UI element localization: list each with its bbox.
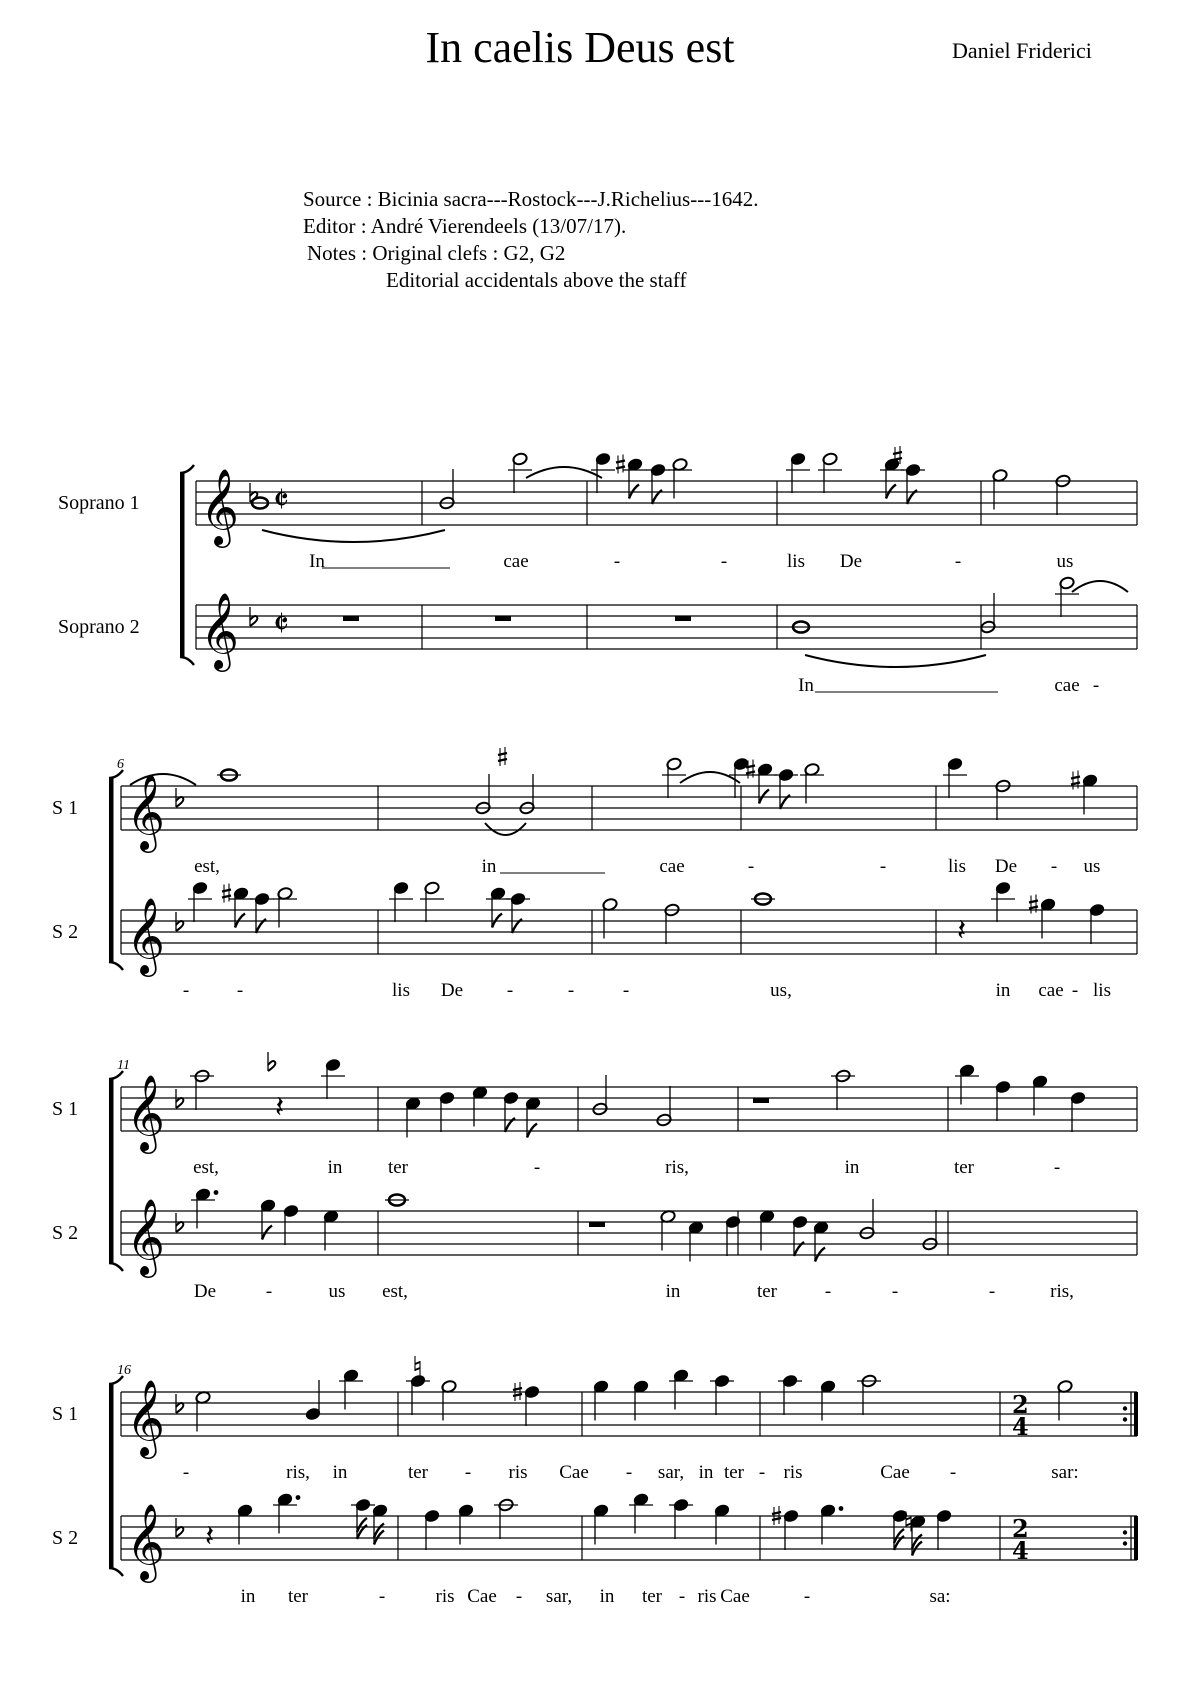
note bbox=[792, 1215, 808, 1256]
lyric-syllable: De bbox=[440, 980, 464, 1001]
lyric-syllable: De bbox=[994, 856, 1018, 877]
sharp-line bbox=[746, 766, 755, 768]
lyric-syllable: lis bbox=[1093, 980, 1111, 1001]
note bbox=[420, 881, 444, 922]
bracket-hook bbox=[180, 465, 194, 473]
flat-bowl bbox=[268, 1061, 275, 1071]
sharp-line bbox=[498, 753, 507, 755]
lyric-syllable: in bbox=[698, 1462, 714, 1483]
lyric-syllable: lis bbox=[948, 856, 966, 877]
lyric-syllable: sar: bbox=[1051, 1462, 1079, 1483]
lyric-syllable: sar, bbox=[545, 1586, 573, 1607]
lyric-syllable: in bbox=[481, 856, 497, 877]
note bbox=[901, 463, 925, 504]
lyric-syllable: sa: bbox=[929, 1586, 951, 1607]
whole-rest-icon bbox=[495, 616, 511, 621]
lyric-syllable: - bbox=[236, 980, 244, 1001]
whole-rest-icon bbox=[675, 616, 691, 621]
lyric-syllable: ris bbox=[435, 1586, 455, 1607]
note bbox=[1070, 1091, 1086, 1132]
treble-clef-icon: 𝄞 bbox=[126, 1198, 166, 1275]
note bbox=[385, 1195, 409, 1206]
note bbox=[859, 1199, 875, 1240]
sharp-line bbox=[893, 458, 902, 460]
measure-number: 11 bbox=[117, 1058, 130, 1073]
sharp-line bbox=[222, 890, 231, 892]
sharp-line bbox=[513, 1388, 522, 1390]
part-name: S 2 bbox=[52, 1527, 79, 1549]
lyric-syllable: ris, bbox=[665, 1157, 689, 1178]
part-name: S 1 bbox=[52, 797, 79, 819]
treble-clef-icon: 𝄞 bbox=[126, 1503, 166, 1580]
lyric-syllable: in bbox=[240, 1586, 256, 1607]
sharp-line bbox=[893, 452, 902, 454]
lyric-syllable: Cae bbox=[559, 1462, 589, 1483]
lyric-syllable: - bbox=[378, 1586, 386, 1607]
sharp-line bbox=[1029, 901, 1038, 903]
note bbox=[1089, 903, 1105, 944]
lyric-syllable: - bbox=[567, 980, 575, 1001]
note bbox=[592, 1075, 608, 1116]
bracket-hook bbox=[109, 962, 123, 970]
sharp-line bbox=[616, 467, 625, 469]
lyric-syllable: in bbox=[327, 1157, 343, 1178]
natural-line bbox=[415, 1368, 420, 1370]
lyric-syllable: lis bbox=[392, 980, 410, 1001]
measure-number: 16 bbox=[117, 1363, 131, 1378]
sharp-line bbox=[772, 1518, 781, 1520]
sharp-line bbox=[222, 896, 231, 898]
lyric-syllable: - bbox=[803, 1586, 811, 1607]
note bbox=[995, 779, 1011, 820]
part-name: Soprano 1 bbox=[58, 492, 140, 514]
lyric-syllable: In bbox=[798, 675, 814, 696]
lyric-syllable: ter bbox=[953, 1157, 975, 1178]
time-signature-denominator: 4 bbox=[1012, 1536, 1029, 1565]
flat-bowl bbox=[176, 1222, 183, 1232]
lyric-syllable: - bbox=[988, 1281, 996, 1302]
note bbox=[662, 757, 686, 798]
tie bbox=[680, 772, 740, 783]
note bbox=[439, 1091, 455, 1132]
natural-icon bbox=[415, 1356, 420, 1376]
sharp-line bbox=[513, 1394, 522, 1396]
repeat-dot bbox=[1123, 1417, 1127, 1421]
note bbox=[591, 452, 615, 493]
note bbox=[519, 774, 535, 815]
note bbox=[646, 463, 670, 504]
repeat-dot bbox=[1123, 1530, 1127, 1534]
tie bbox=[805, 655, 986, 667]
lyric-syllable: est, bbox=[382, 1281, 408, 1302]
treble-clef-icon: 𝄞 bbox=[126, 773, 166, 850]
cut-time-icon: 𝄵 bbox=[273, 480, 290, 521]
treble-clef-icon: 𝄞 bbox=[126, 1074, 166, 1151]
time-signature-denominator: 4 bbox=[1012, 1412, 1029, 1441]
system-bracket bbox=[109, 1384, 114, 1568]
note bbox=[857, 1374, 881, 1415]
sharp-icon bbox=[498, 747, 507, 766]
lyric-syllable: us bbox=[328, 1281, 346, 1302]
natural-line bbox=[906, 1518, 911, 1520]
note bbox=[305, 1380, 321, 1421]
lyric-syllable: in bbox=[332, 1462, 348, 1483]
lyric-syllable: - bbox=[464, 1462, 472, 1483]
sharp-line bbox=[1029, 907, 1038, 909]
lyric-syllable: - bbox=[515, 1586, 523, 1607]
part-name: S 1 bbox=[52, 1098, 79, 1120]
lyric-syllable: - bbox=[824, 1281, 832, 1302]
note bbox=[831, 1069, 855, 1110]
sharp-line bbox=[1071, 783, 1080, 785]
lyric-syllable: ris bbox=[508, 1462, 528, 1483]
note bbox=[669, 1498, 693, 1539]
lyric-syllable: Cae bbox=[467, 1586, 497, 1607]
system-bracket bbox=[109, 1079, 114, 1263]
lyric-syllable: ter bbox=[723, 1462, 745, 1483]
lyric-syllable: Cae bbox=[880, 1462, 910, 1483]
note bbox=[424, 1509, 440, 1550]
bracket-hook bbox=[109, 1568, 123, 1576]
treble-clef-icon: 𝄞 bbox=[200, 592, 240, 669]
lyric-syllable: est, bbox=[194, 856, 220, 877]
note bbox=[283, 1204, 299, 1245]
lyric-syllable: - bbox=[182, 980, 190, 1001]
quarter-rest-icon: 𝄽 bbox=[275, 1090, 285, 1125]
note bbox=[389, 881, 413, 922]
repeat-dot bbox=[1123, 1541, 1127, 1545]
note bbox=[936, 1509, 952, 1550]
lyric-syllable: lis bbox=[787, 551, 805, 572]
note bbox=[818, 452, 842, 493]
composer-name: Daniel Friderici bbox=[952, 38, 1092, 63]
lyric-syllable: - bbox=[879, 856, 887, 877]
system-bracket bbox=[180, 473, 185, 657]
lyric-syllable: ter bbox=[387, 1157, 409, 1178]
flat-bowl bbox=[176, 1403, 183, 1413]
tie bbox=[526, 467, 602, 478]
note bbox=[190, 1069, 214, 1110]
lyric-syllable: est, bbox=[193, 1157, 219, 1178]
sharp-icon bbox=[616, 455, 625, 474]
sharp-icon bbox=[222, 884, 231, 903]
lyric-syllable: in bbox=[665, 1281, 681, 1302]
lyric-syllable: - bbox=[1092, 675, 1100, 696]
lyric-syllable: - bbox=[625, 1462, 633, 1483]
note bbox=[751, 894, 775, 905]
note bbox=[995, 1080, 1011, 1121]
note bbox=[439, 469, 455, 510]
flat-bowl bbox=[176, 921, 183, 931]
note bbox=[778, 1374, 802, 1415]
lyric-syllable: cae bbox=[1038, 980, 1064, 1001]
note bbox=[506, 892, 530, 933]
sharp-line bbox=[498, 759, 507, 761]
note bbox=[508, 452, 532, 493]
note bbox=[250, 892, 274, 933]
notes-line: Notes : Original clefs : G2, G2 bbox=[307, 241, 566, 265]
sharp-icon bbox=[1029, 895, 1038, 914]
lyric-syllable: ris, bbox=[286, 1462, 310, 1483]
note bbox=[1055, 474, 1071, 515]
lyric-syllable: us, bbox=[770, 980, 792, 1001]
final-barline bbox=[1134, 1516, 1138, 1560]
lyric-syllable: ris, bbox=[1050, 1281, 1074, 1302]
lyric-syllable: cae bbox=[503, 551, 529, 572]
score-title: In caelis Deus est bbox=[425, 23, 735, 72]
lyric-syllable: ter bbox=[407, 1462, 429, 1483]
lyric-syllable: in bbox=[844, 1157, 860, 1178]
part-name: S 2 bbox=[52, 921, 79, 943]
editor-line: Editor : André Vierendeels (13/07/17). bbox=[303, 214, 627, 238]
quarter-rest-icon: 𝄽 bbox=[205, 1519, 215, 1554]
lyric-syllable: sar, bbox=[657, 1462, 685, 1483]
note bbox=[494, 1498, 518, 1539]
lyric-syllable: cae bbox=[1054, 675, 1080, 696]
lyric-syllable: - bbox=[1053, 1157, 1061, 1178]
natural-line bbox=[906, 1524, 911, 1526]
note bbox=[710, 1374, 734, 1415]
bracket-hook bbox=[180, 657, 194, 665]
repeat-dot bbox=[1123, 1406, 1127, 1410]
treble-clef-icon: 𝄞 bbox=[126, 1379, 166, 1456]
tie bbox=[262, 530, 445, 542]
treble-clef-icon: 𝄞 bbox=[200, 468, 240, 545]
note bbox=[188, 881, 212, 922]
source-line: Source : Bicinia sacra---Rostock---J.Richelius---1642. bbox=[303, 187, 759, 211]
sharp-icon bbox=[1071, 771, 1080, 790]
whole-rest-icon bbox=[589, 1222, 605, 1227]
flat-icon bbox=[268, 1052, 275, 1071]
whole-rest-icon bbox=[343, 616, 359, 621]
lyric-syllable: - bbox=[265, 1281, 273, 1302]
note bbox=[783, 1509, 799, 1550]
note bbox=[524, 1385, 540, 1426]
lyric-syllable: - bbox=[1071, 980, 1079, 1001]
lyric-syllable: - bbox=[891, 1281, 899, 1302]
dot bbox=[839, 1506, 844, 1511]
note bbox=[503, 1091, 519, 1132]
note bbox=[406, 1374, 430, 1415]
lyric-syllable: - bbox=[613, 551, 621, 572]
sharp-line bbox=[746, 772, 755, 774]
note bbox=[786, 452, 810, 493]
lyric-syllable: in bbox=[599, 1586, 615, 1607]
flat-bowl bbox=[176, 1098, 183, 1108]
lyric-syllable: - bbox=[747, 856, 755, 877]
flat-bowl bbox=[176, 797, 183, 807]
sharp-line bbox=[616, 461, 625, 463]
time-signature-numerator: 2 bbox=[1012, 1390, 1029, 1419]
tie bbox=[1072, 581, 1128, 592]
final-barline bbox=[1134, 1392, 1138, 1436]
part-name: S 2 bbox=[52, 1222, 79, 1244]
part-name: S 1 bbox=[52, 1403, 79, 1425]
part-name: Soprano 2 bbox=[58, 616, 140, 638]
note bbox=[321, 1058, 345, 1099]
lyric-syllable: - bbox=[758, 1462, 766, 1483]
lyric-syllable: cae bbox=[659, 856, 685, 877]
lyric-syllable: ter bbox=[287, 1586, 309, 1607]
measure-number: 6 bbox=[117, 757, 124, 772]
natural-line bbox=[415, 1362, 420, 1364]
lyric-syllable: - bbox=[949, 1462, 957, 1483]
lyric-syllable: De bbox=[839, 551, 863, 572]
note bbox=[217, 770, 241, 781]
lyric-syllable: in bbox=[995, 980, 1011, 1001]
lyric-syllable: Cae bbox=[720, 1586, 750, 1607]
note bbox=[351, 1498, 375, 1539]
lyric-syllable: - bbox=[182, 1462, 190, 1483]
note bbox=[922, 1210, 938, 1251]
lyric-syllable: us bbox=[1056, 551, 1074, 572]
lyric-syllable: us bbox=[1083, 856, 1101, 877]
flat-bowl bbox=[250, 616, 257, 626]
lyric-syllable: - bbox=[533, 1157, 541, 1178]
lyric-syllable: - bbox=[622, 980, 630, 1001]
note bbox=[475, 774, 491, 815]
note bbox=[656, 1086, 672, 1127]
note bbox=[943, 757, 967, 798]
lyric-syllable: - bbox=[954, 551, 962, 572]
notes-line-2: Editorial accidentals above the staff bbox=[386, 268, 687, 292]
time-signature-numerator: 2 bbox=[1012, 1514, 1029, 1543]
lyric-syllable: ter bbox=[756, 1281, 778, 1302]
note bbox=[664, 903, 680, 944]
flat-bowl bbox=[176, 1527, 183, 1537]
tie bbox=[485, 823, 526, 835]
lyric-syllable: - bbox=[506, 980, 514, 1001]
note bbox=[774, 768, 798, 809]
note bbox=[1055, 576, 1079, 617]
note bbox=[980, 593, 996, 634]
note bbox=[991, 881, 1015, 922]
lyric-syllable: - bbox=[1050, 856, 1058, 877]
lyric-syllable: ter bbox=[641, 1586, 663, 1607]
dot bbox=[296, 1495, 301, 1500]
treble-clef-icon: 𝄞 bbox=[126, 897, 166, 974]
bracket-hook bbox=[109, 1263, 123, 1271]
quarter-rest-icon: 𝄽 bbox=[957, 913, 967, 948]
dot bbox=[214, 1190, 219, 1195]
sharp-line bbox=[1071, 777, 1080, 779]
lyric-syllable: - bbox=[678, 1586, 686, 1607]
note bbox=[725, 1215, 741, 1256]
lyric-syllable: ris bbox=[783, 1462, 803, 1483]
lyric-syllable: - bbox=[720, 551, 728, 572]
cut-time-icon: 𝄵 bbox=[273, 604, 290, 645]
lyric-syllable: ris bbox=[697, 1586, 717, 1607]
sharp-line bbox=[772, 1512, 781, 1514]
system-bracket bbox=[109, 778, 114, 962]
whole-rest-icon bbox=[753, 1098, 769, 1103]
lyric-syllable: De bbox=[193, 1281, 217, 1302]
lyric-syllable: In bbox=[309, 551, 325, 572]
